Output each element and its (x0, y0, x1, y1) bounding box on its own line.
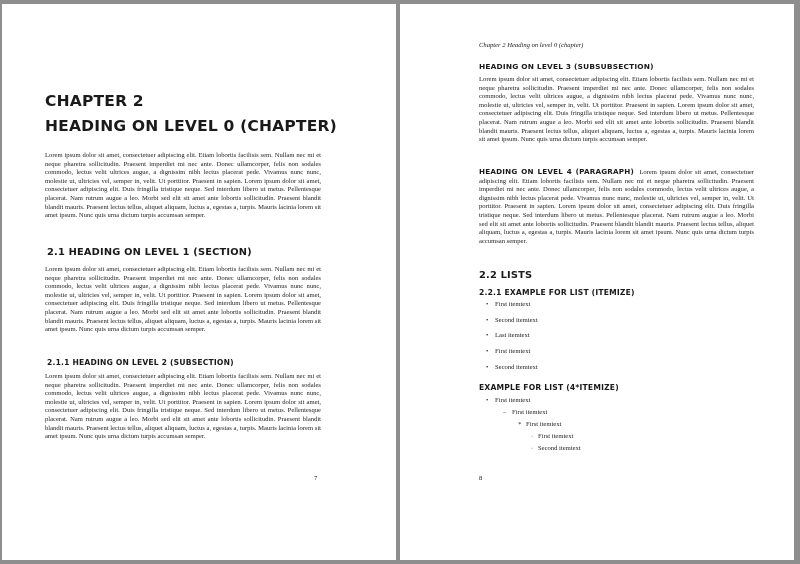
running-head: Chapter 2 Heading on level 0 (chapter) (479, 42, 584, 49)
bullet-icon: • (486, 332, 489, 339)
bullet-icon: • (486, 317, 489, 324)
list-item: Last itemtext (495, 332, 530, 339)
page-number: 7 (314, 475, 318, 482)
paragraph-text: Lorem ipsum dolor sit amet, consectetuer adipiscing elit. Etiam lobortis facilisis sem. Nullam nec mi et neque pharetra sollicitudin. Praesent imperdiet mi nec ante. Donec ullamcorper, felis non sodales commodo, lectus velit ultrices augue, a dignissim nibh lectus placerat pede. Vivamus nunc nunc, molestie ut, ultricies vel, semper in, velit. Ut porttitor. Praesent in sapien. Lorem ipsum dolor sit amet, consectetuer adipiscing elit. Duis fringilla tristique neque. Sed interdum libero ut metus. Pellentesque placerat. Nam rutrum augue a leo. Morbi sed elit sit amet ante lobortis sollicitudin. Praesent blandit blandit mauris. Praesent lectus tellus, aliquet aliquam, luctus a, egestas a, turpis. Mauris lacinia lorem sit amet ipsum. Nunc quis urna dictum turpis accumsan semper. (479, 169, 755, 245)
subsection-heading: 2.1.1 HEADING ON LEVEL 2 (SUBSECTION) (47, 358, 234, 367)
body-paragraph: Lorem ipsum dolor sit amet, consectetuer adipiscing elit. Etiam lobortis facilisis sem. Nullam nec mi et neque pharetra sollicitudin. Praesent imperdiet mi nec ante. Donec ullamcorper, felis non sodales commodo, lectus velit ultrices augue, a dignissim nibh lectus placerat pede. Vivamus nunc nunc, molestie ut, ultricies vel, semper in, velit. Ut porttitor. Praesent in sapien. Lorem ipsum dolor sit amet, consectetuer adipiscing elit. Duis fringilla tristique neque. Sed interdum libero ut metus. Pellentesque placerat. Nam rutrum augue a leo. Morbi sed elit sit amet ante lobortis sollicitudin. Praesent blandit blandit mauris. Praesent lectus tellus, aliquet aliquam, luctus a, egestas a, turpis. Mauris lacinia lorem sit amet ipsum. Nunc quis urna dictum turpis accumsan semper. (45, 266, 321, 334)
list-item-level-2: First itemtext (512, 409, 548, 416)
chapter-title: HEADING ON LEVEL 0 (CHAPTER) (45, 117, 337, 135)
right-page (400, 4, 794, 560)
nested-list-heading: EXAMPLE FOR LIST (4*ITEMIZE) (479, 383, 619, 392)
list-item: Second itemtext (495, 317, 538, 324)
subsubsection-heading: HEADING ON LEVEL 3 (SUBSUBSECTION) (479, 62, 654, 71)
list-item-level-1: First itemtext (495, 397, 531, 404)
asterisk-icon: ∗ (518, 421, 522, 427)
dot-icon: · (531, 433, 534, 440)
page-number: 8 (479, 475, 483, 482)
bullet-icon: • (486, 364, 489, 371)
chapter-label: CHAPTER 2 (45, 92, 144, 110)
dash-icon: – (503, 409, 507, 416)
body-paragraph: Lorem ipsum dolor sit amet, consectetuer adipiscing elit. Etiam lobortis facilisis sem. Nullam nec mi et neque pharetra sollicitudin. Praesent imperdiet mi nec ante. Donec ullamcorper, felis non sodales commodo, lectus velit ultrices augue, a dignissim nibh lectus placerat pede. Vivamus nunc nunc, molestie ut, ultricies vel, semper in, velit. Ut porttitor. Praesent in sapien. Lorem ipsum dolor sit amet, consectetuer adipiscing elit. Duis fringilla tristique neque. Sed interdum libero ut metus. Pellentesque placerat. Nam rutrum augue a leo. Morbi sed elit sit amet ante lobortis sollicitudin. Praesent blandit blandit mauris. Praesent lectus tellus, aliquet aliquam, luctus a, egestas a, turpis. Mauris lacinia lorem sit amet ipsum. Nunc quis urna dictum turpis accumsan semper. (479, 76, 754, 144)
list-item-level-3: First itemtext (526, 421, 562, 428)
body-paragraph: Lorem ipsum dolor sit amet, consectetuer adipiscing elit. Etiam lobortis facilisis sem. Nullam nec mi et neque pharetra sollicitudin. Praesent imperdiet mi nec ante. Donec ullamcorper, felis non sodales commodo, lectus velit ultrices augue, a dignissim nibh lectus placerat pede. Vivamus nunc nunc, molestie ut, ultricies vel, semper in, velit. Ut porttitor. Praesent in sapien. Lorem ipsum dolor sit amet, consectetuer adipiscing elit. Duis fringilla tristique neque. Sed interdum libero ut metus. Pellentesque placerat. Nam rutrum augue a leo. Morbi sed elit sit amet ante lobortis sollicitudin. Praesent blandit blandit mauris. Praesent lectus tellus, aliquet aliquam, luctus a, egestas a, turpis. Mauris lacinia lorem sit amet ipsum. Nunc quis urna dictum turpis accumsan semper. (45, 373, 321, 441)
bullet-icon: • (486, 348, 489, 355)
list-item: Second itemtext (495, 364, 538, 371)
list-item-level-4: First itemtext (538, 433, 574, 440)
paragraph-block (479, 168, 754, 246)
list-item: First itemtext (495, 301, 531, 308)
paragraph-heading: HEADING ON LEVEL 4 (PARAGRAPH) (479, 167, 634, 176)
list-item: First itemtext (495, 348, 531, 355)
lists-heading: 2.2 LISTS (479, 270, 533, 281)
body-paragraph: Lorem ipsum dolor sit amet, consectetuer adipiscing elit. Etiam lobortis facilisis sem. Nullam nec mi et neque pharetra sollicitudin. Praesent imperdiet mi nec ante. Donec ullamcorper, felis non sodales commodo, lectus velit ultrices augue, a dignissim nibh lectus placerat pede. Vivamus nunc nunc, molestie ut, ultricies vel, semper in, velit. Ut porttitor. Praesent in sapien. Lorem ipsum dolor sit amet, consectetuer adipiscing elit. Duis fringilla tristique neque. Sed interdum libero ut metus. Pellentesque placerat. Nam rutrum augue a leo. Morbi sed elit sit amet ante lobortis sollicitudin. Praesent blandit blandit mauris. Praesent lectus tellus, aliquet aliquam, luctus a, egestas a, turpis. Mauris lacinia lorem sit amet ipsum. Nunc quis urna dictum turpis accumsan semper. (45, 152, 321, 220)
left-page (2, 4, 396, 560)
itemize-heading: 2.2.1 EXAMPLE FOR LIST (ITEMIZE) (479, 288, 635, 297)
section-heading: 2.1 HEADING ON LEVEL 1 (SECTION) (47, 247, 252, 258)
bullet-icon: • (486, 397, 489, 404)
list-item-level-4: Second itemtext (538, 445, 581, 452)
bullet-icon: • (486, 301, 489, 308)
dot-icon: · (531, 445, 534, 452)
